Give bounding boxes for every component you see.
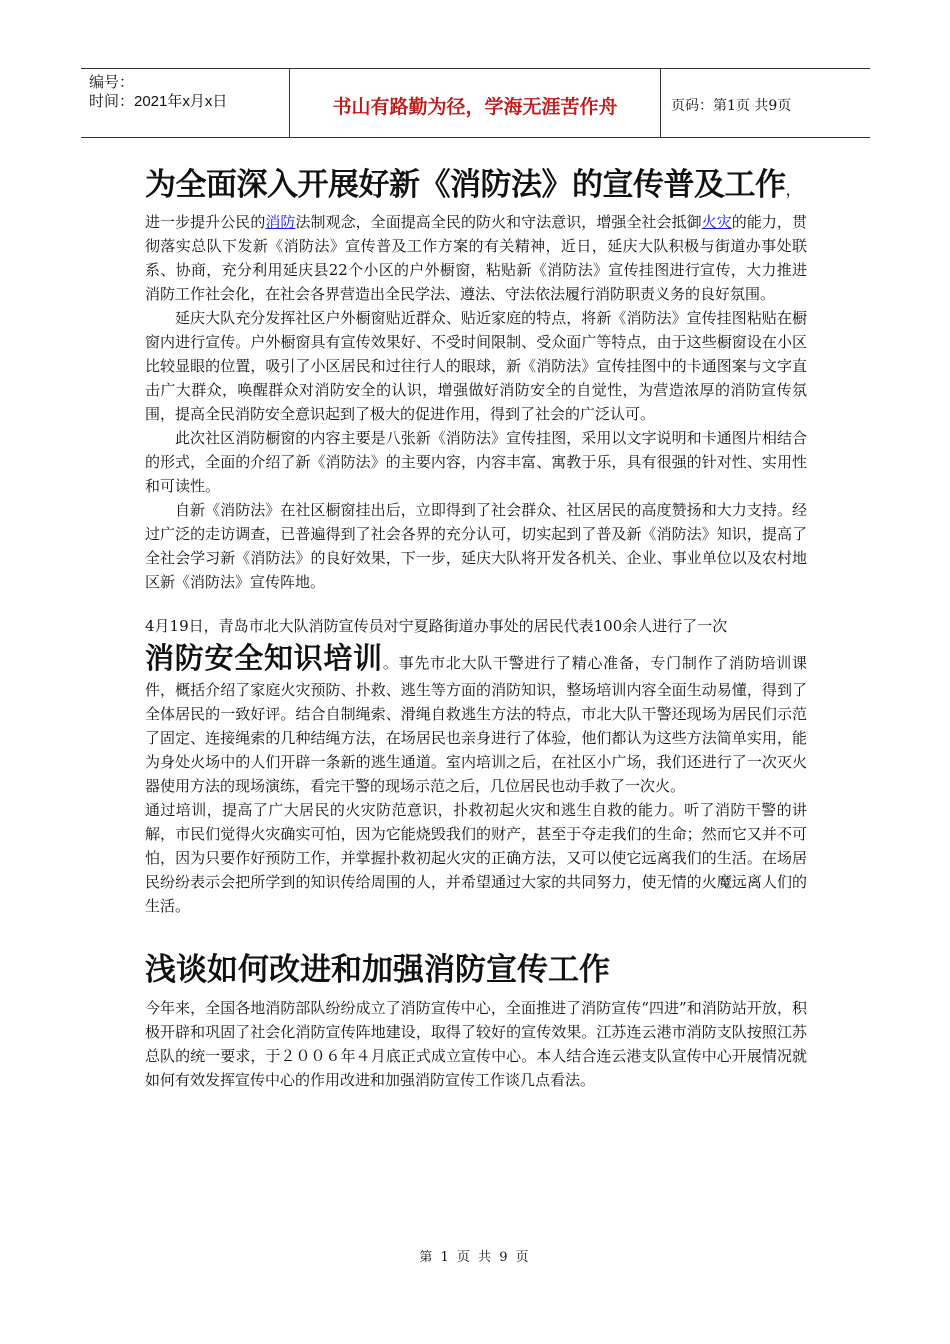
link-xiaofang[interactable]: 消防 <box>265 213 296 231</box>
article3-paragraph-1: 今年来，全国各地消防部队纷纷成立了消防宣传中心，全面推进了消防宣传“四进”和消防站开放，积极开辟和巩固了社会化消防宣传阵地建设，取得了较好的宣传效果。江苏连云港市消防支队按照江苏总队的统一要求，于２００６年４月底正式成立宣传中心。本人结合连云港支队宣传中心开展情况就如何有效发挥宣传中心的作用改进和加强消防宣传工作谈几点看法。 <box>145 999 807 1089</box>
article1-title <box>145 165 807 210</box>
article2-paragraph-1 <box>145 638 807 798</box>
article2-paragraph-2: 通过培训，提高了广大居民的火灾防范意识，扑救初起火灾和逃生自救的能力。听了消防干警的讲解，市民们觉得火灾确实可怕，因为它能烧毁我们的财产，甚至于夺走我们的生命；然而它又并不可怕，因为只要作好预防工作，并掌握扑救初起火灾的正确方法，又可以使它远离我们的生活。在场居民纷纷表示会把所学到的知识传给周围的人，并希望通过大家的共同努力，使无情的火魔远离人们的生活。 <box>145 801 807 915</box>
header-motto: 书山有路勤为径，学海无涯苦作舟 <box>290 69 661 137</box>
document-body <box>145 165 807 1092</box>
section-spacer <box>145 594 807 614</box>
page-header <box>81 68 870 138</box>
article2-inline-title: 消防安全知识培训 <box>145 641 383 675</box>
page-footer: 第 1 页 共 9 页 <box>419 1250 531 1265</box>
article1-paragraph-1 <box>145 210 807 306</box>
article1-p1-before: 进一步提升公民的 <box>145 213 266 231</box>
article2-intro: 4月19日，青岛市北大队消防宣传员对宁夏路街道办事处的居民代表100余人进行了一次 <box>145 617 728 635</box>
article1-paragraph-3: 此次社区消防橱窗的内容主要是八张新《消防法》宣传挂图，采用以文字说明和卡通图片相结合的形式，全面的介绍了新《消防法》的主要内容，内容丰富、寓教于乐，具有很强的针对性、实用性和可读性。 <box>145 429 807 495</box>
document-time-label: 时间：2021年x月x日 <box>89 93 228 110</box>
article1-p1-between: 法制观念，全面提高全民的防火和守法意识，增强全社会抵御 <box>295 213 702 231</box>
article1-paragraph-4: 自新《消防法》在社区橱窗挂出后，立即得到了社会群众、社区居民的高度赞扬和大力支持。经过广泛的走访调查，已普遍得到了社会各界的充分认可，切实起到了普及新《消防法》知识，提高了全社会学习新《消防法》的良好效果，下一步，延庆大队将开发各机关、企业、事业单位以及农村地区新《消防法》宣传阵地。 <box>145 501 807 591</box>
article1-paragraph-2: 延庆大队充分发挥社区户外橱窗贴近群众、贴近家庭的特点，将新《消防法》宣传挂图粘贴在橱窗内进行宣传。户外橱窗具有宣传效果好、不受时间限制、受众面广等特点，由于这些橱窗设在小区比较显眼的位置，吸引了小区居民和过往行人的眼球，新《消防法》宣传挂图中的卡通图案与文字直击广大群众，唤醒群众对消防安全的认识，增强做好消防安全的自觉性，为营造浓厚的消防宣传氛围，提高全民消防安全意识起到了极大的促进作用，得到了社会的广泛认可。 <box>145 309 807 423</box>
link-huozai[interactable]: 火灾 <box>701 213 732 231</box>
article3-title: 浅谈如何改进和加强消防宣传工作 <box>145 952 610 988</box>
header-meta <box>81 69 290 137</box>
article2-p1-rest: 。事先市北大队干警进行了精心准备，专门制作了消防培训课件，概括介绍了家庭火灾预防、扑救、逃生等方面的消防知识，整场培训内容全面生动易懂，得到了全体居民的一致好评。结合自制绳索、滑绳自救逃生方法的特点，市北大队干警还现场为居民们示范了固定、连接绳索的几种结绳方法，在场居民也亲身进行了体验，他们都认为这些方法简单实用，能为身处火场中的人们开辟一条新的逃生通道。室内培训之后，在社区小广场，我们还进行了一次灭火器使用方法的现场演练，看完干警的现场示范之后，几位居民也动手救了一次火。 <box>145 654 807 795</box>
header-page-info: 页码：第1页 共9页 <box>671 98 792 114</box>
article1-title-trail: ， <box>785 180 802 199</box>
article1-title-text: 为全面深入开展好新《消防法》的宣传普及工作 <box>145 167 786 203</box>
article1-p1-after: 的能力，贯彻落实总队下发新《消防法》宣传普及工作方案的有关精神，近日，延庆大队积极与街道办事处联系、协商，充分利用延庆县22个小区的户外橱窗，粘贴新《消防法》宣传挂图进行宣传，大力推进消防工作社会化，在社会各界营造出全民学法、遵法、守法依法履行消防职责义务的良好氛围。 <box>145 213 807 303</box>
document-number-label: 编号： <box>89 74 135 91</box>
